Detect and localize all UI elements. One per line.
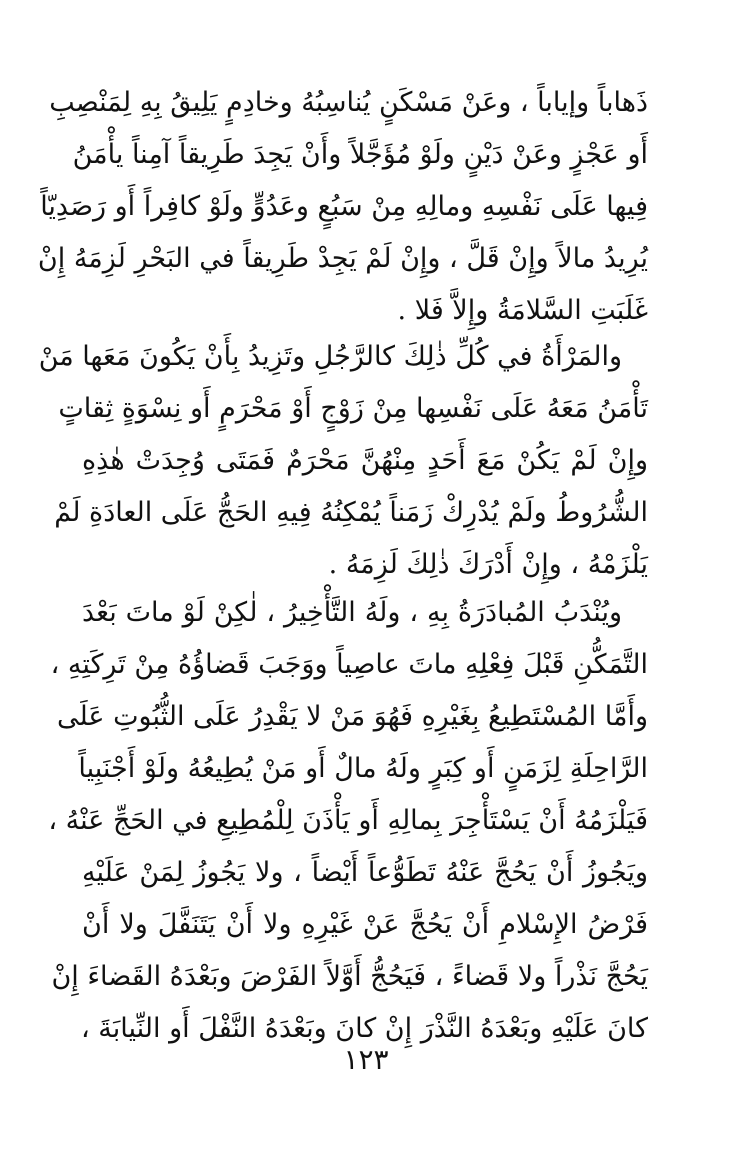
text-line: ويُنْدَبُ المُبادَرَةُ بِهِ ، ولَهُ التَّأْخِيرُ ، لٰكِنْ لَوْ ماتَ بَعْدَ [82, 597, 622, 628]
text-line: يَلْزَمْهُ ، وإِنْ أَدْرَكَ ذٰلِكَ لَزِمَهُ . [328, 549, 648, 580]
text-line: الشُّرُوطُ ولَمْ يُدْرِكْ زَمَناً يُمْكِنُهُ فِيهِ الحَجُّ عَلَى العادَةِ لَمْ [54, 497, 648, 528]
text-line: ويَجُوزُ أَنْ يَحُجَّ عَنْهُ تَطَوُّعاً أَيْضاً ، ولا يَجُوزُ لِمَنْ عَلَيْهِ [82, 857, 648, 888]
text-line: أَو عَجْزٍ وعَنْ دَيْنٍ ولَوْ مُؤَجَّلاً وأَنْ يَجِدَ طَرِيقاً آمِناً يأْمَنُ [72, 139, 648, 170]
text-line: كانَ عَلَيْهِ وبَعْدَهُ النَّذْرَ إِنْ كانَ وبَعْدَهُ النَّفْلَ أَو النِّيابَةَ ، [81, 1013, 648, 1044]
text-line: فِيها عَلَى نَفْسِهِ ومالِهِ مِنْ سَبُعٍ وعَدُوٍّ ولَوْ كافِراً أَو رَصَدِيّاً [40, 191, 648, 222]
paragraph-1 [37, 77, 648, 337]
paragraph-3 [48, 587, 648, 1055]
text-line: وأَمَّا المُسْتَطِيعُ بِغَيْرِهِ فَهُوَ مَنْ لا يَقْدِرُ عَلَى الثُّبُوتِ عَلَى [56, 701, 648, 732]
text-line: يَحُجَّ نَذْراً ولا قَضاءً ، فَيَحُجُّ أَوَّلاً الفَرْضَ وبَعْدَهُ القَضاءَ إِنْ [51, 961, 648, 992]
text-line: فَيَلْزَمُهُ أَنْ يَسْتَأْجِرَ بِمالِهِ أَو يَأْذَنَ لِلْمُطِيعِ في الحَجِّ عَنْهُ ، [48, 805, 648, 836]
text-line: غَلَبَتِ السَّلامَةُ وإِلاَّ فَلا . [397, 295, 648, 326]
text-line: ذَهاباً وإياباً ، وعَنْ مَسْكَنٍ يُناسِبُهُ وخادِمٍ يَلِيقُ بِهِ لِمَنْصِبِ [49, 87, 648, 118]
text-line: والمَرْأَةُ في كُلِّ ذٰلِكَ كالرَّجُلِ وتَزِيدُ بِأَنْ يَكُونَ مَعَها مَنْ [38, 341, 622, 372]
paragraph-2 [38, 331, 648, 591]
text-line: الرَّاحِلَةِ لِزَمَنٍ أَو كِبَرٍ ولَهُ مالٌ أَو مَنْ يُطِيعُهُ ولَوْ أَجْنَبِياً [78, 753, 648, 784]
text-line: وإِنْ لَمْ يَكُنْ مَعَ أَحَدٍ مِنْهُنَّ مَحْرَمٌ فَمَتَى وُجِدَتْ هٰذِهِ [82, 445, 648, 476]
text-line: تَأْمَنُ مَعَهُ عَلَى نَفْسِها مِنْ زَوْجٍ أَوْ مَحْرَمٍ أَو نِسْوَةٍ ثِقاتٍ [58, 393, 648, 424]
text-line: يُرِيدُ مالاً وإِنْ قَلَّ ، وإِنْ لَمْ يَجِدْ طَرِيقاً في البَحْرِ لَزِمَهُ إِنْ [37, 243, 648, 274]
text-line: التَّمَكُّنِ قَبْلَ فِعْلِهِ ماتَ عاصِياً ووَجَبَ قَضاؤُهُ مِنْ تَرِكَتِهِ ، [50, 649, 648, 680]
text-line: فَرْضُ الإِسْلامِ أَنْ يَحُجَّ عَنْ غَيْرِهِ ولا أَنْ يَتَنَفَّلَ ولا أَنْ [82, 909, 648, 940]
page-number: ١٢٣ [343, 1043, 389, 1076]
